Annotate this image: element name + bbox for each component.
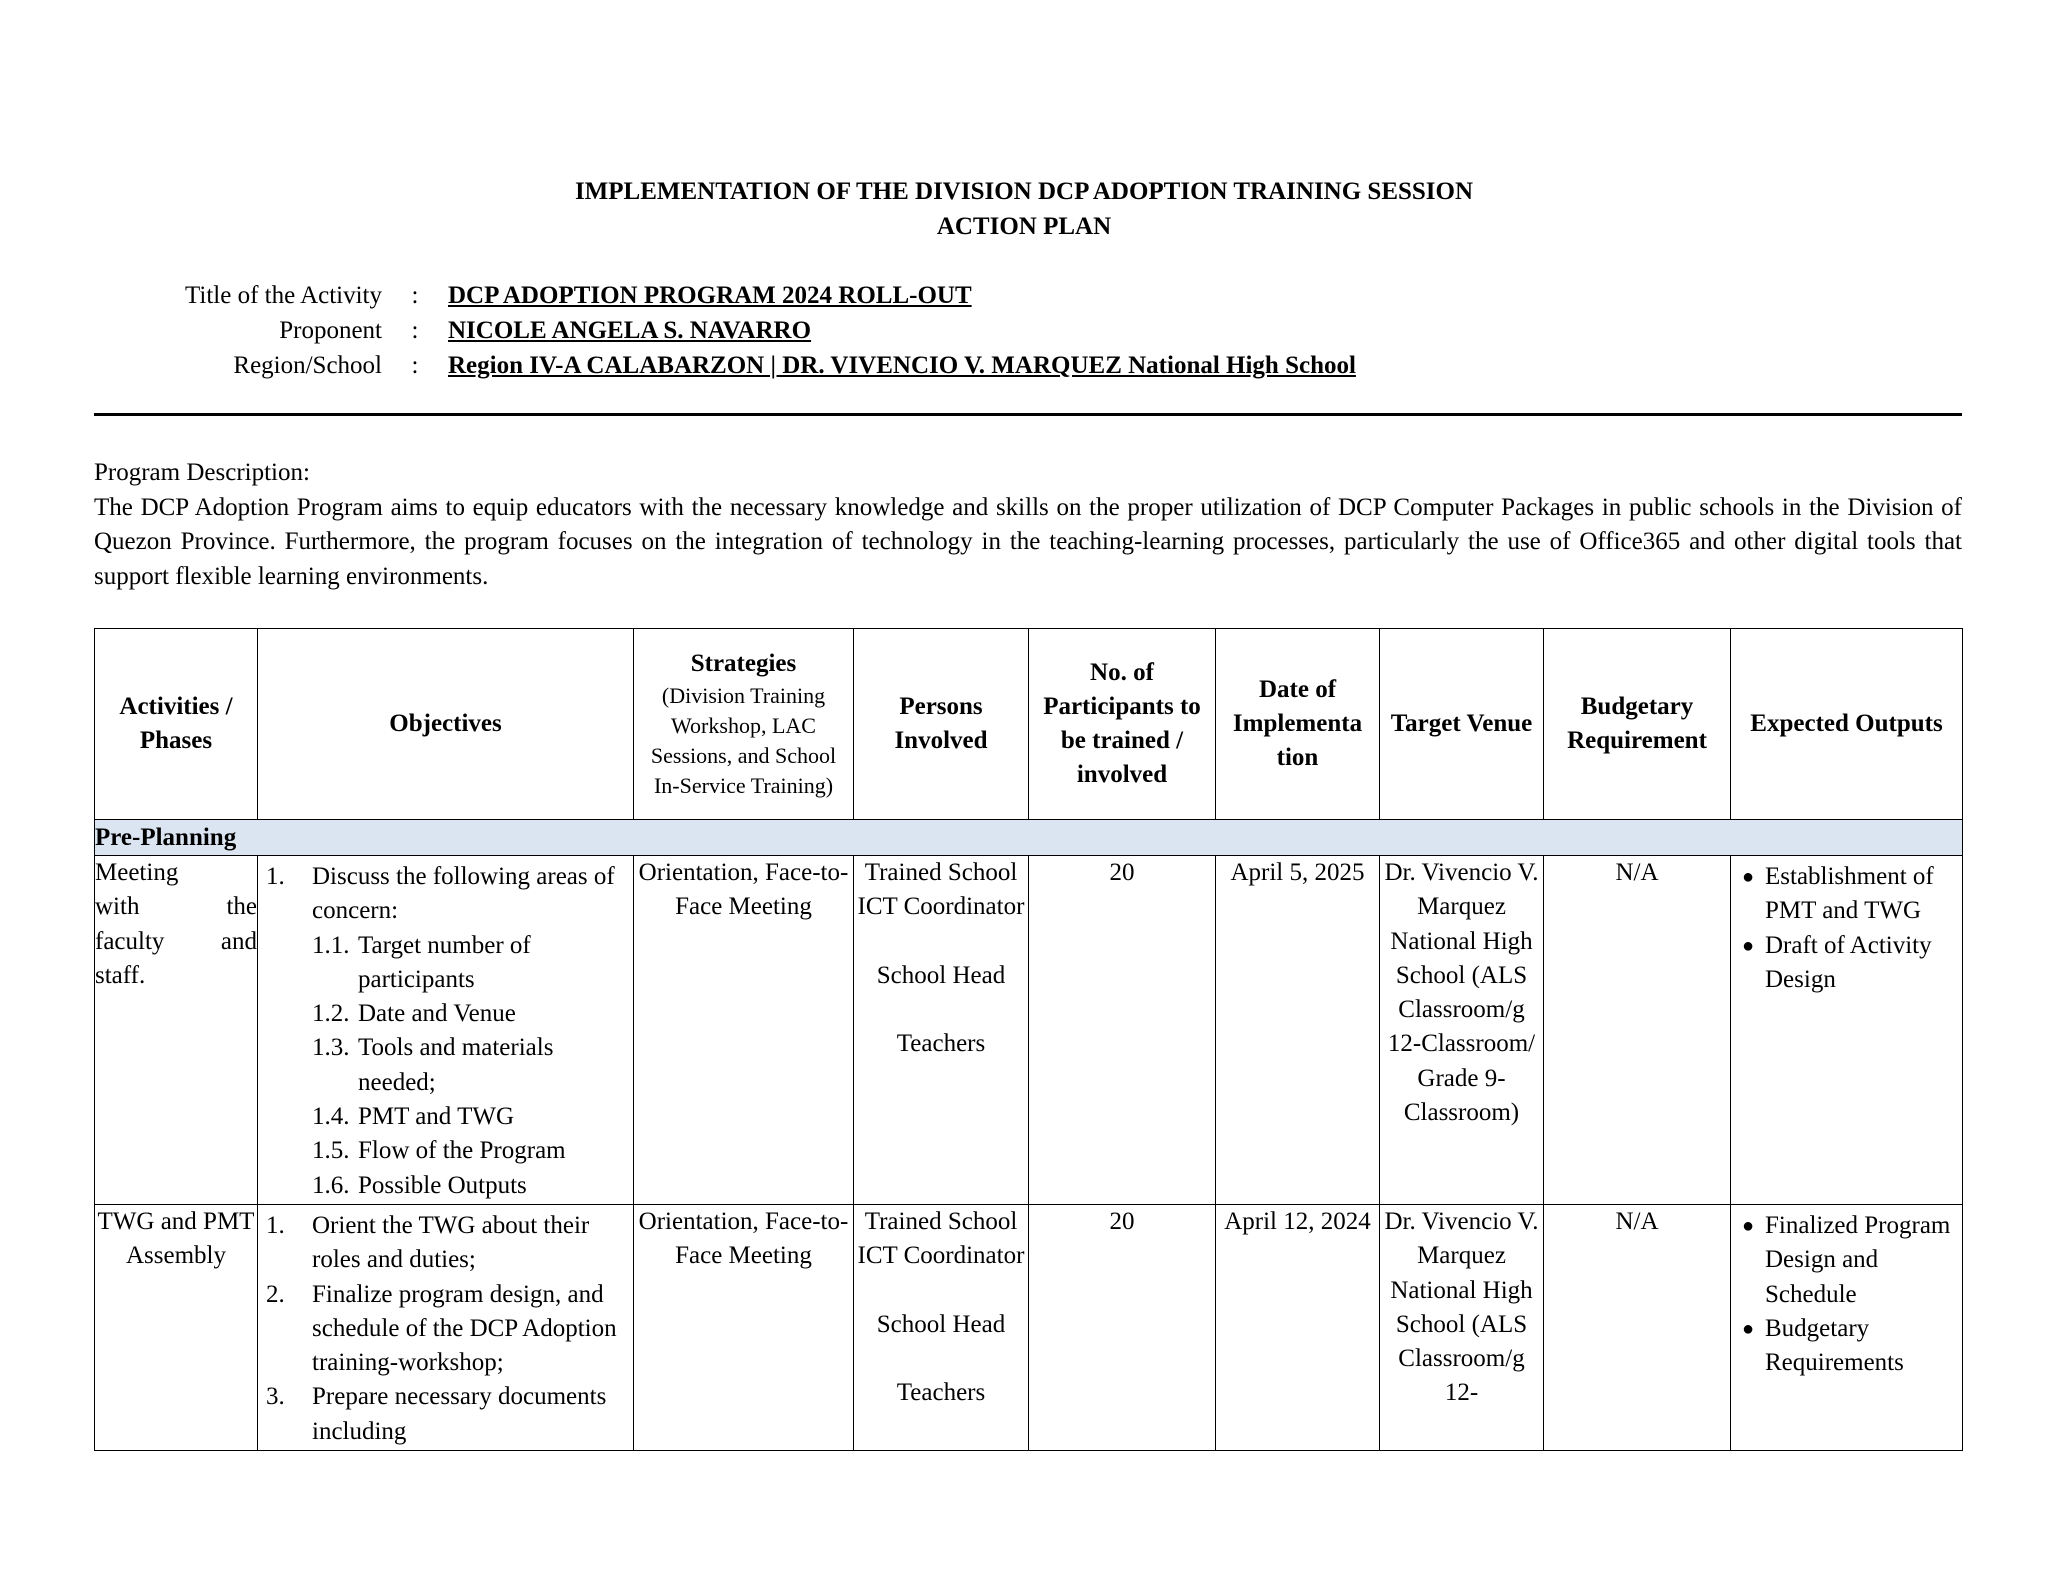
header-date: Date of Implementa tion bbox=[1216, 629, 1380, 820]
item-text: Flow of the Program bbox=[358, 1137, 566, 1165]
header-persons: Persons Involved bbox=[854, 629, 1029, 820]
header-venue: Target Venue bbox=[1380, 629, 1544, 820]
proponent-value: NICOLE ANGELA S. NAVARRO bbox=[448, 317, 812, 344]
item-number: 1.3. bbox=[312, 1034, 350, 1062]
list-item bbox=[258, 1031, 633, 1100]
bullet-icon: ● bbox=[1741, 866, 1755, 888]
item-text: Budgetary Requirements bbox=[1765, 1314, 1904, 1377]
header-outputs: Expected Outputs bbox=[1731, 629, 1963, 820]
table-header-row bbox=[95, 629, 1963, 820]
proponent-row bbox=[120, 313, 1356, 348]
item-number: 1.2. bbox=[312, 1000, 350, 1028]
item-text: Target number of participants bbox=[358, 931, 531, 993]
person-entry: Trained School ICT Coordinator bbox=[857, 1208, 1025, 1270]
colon: : bbox=[411, 352, 419, 379]
program-description-body: The DCP Adoption Program aims to equip educators with the necessary knowledge and skills on the proper utilization of DCP Computer Packages in public schools in the Division of Quezon Province. Furthermore, the program focuses on the integration of technology in the teaching-learning processes, particularly the use of Office365 and other digital tools that support flexible learning environments. bbox=[94, 493, 1962, 590]
item-number: 1. bbox=[266, 1212, 285, 1239]
person-entry: Trained School ICT Coordinator bbox=[857, 859, 1025, 921]
header-participants: No. of Participants to be trained / involved bbox=[1029, 629, 1216, 820]
list-item bbox=[258, 860, 633, 929]
header-objectives: Objectives bbox=[258, 629, 634, 820]
document-title bbox=[0, 174, 2048, 244]
table-row bbox=[95, 856, 1963, 1205]
list-item bbox=[1731, 1312, 1962, 1381]
proponent-label: Proponent bbox=[279, 317, 382, 344]
list-item bbox=[1731, 1209, 1962, 1312]
header-budget: Budgetary Requirement bbox=[1544, 629, 1731, 820]
item-number: 1.5. bbox=[312, 1137, 350, 1165]
phase-label: Pre-Planning bbox=[95, 820, 1963, 856]
budget-cell: N/A bbox=[1544, 1205, 1731, 1451]
title-line-2: ACTION PLAN bbox=[936, 213, 1112, 240]
list-item bbox=[1731, 860, 1962, 929]
person-entry: Teachers bbox=[896, 1029, 986, 1057]
item-number: 1.4. bbox=[312, 1103, 350, 1131]
header-strategies bbox=[634, 629, 854, 820]
bullet-icon: ● bbox=[1741, 1317, 1755, 1340]
item-number: 1. bbox=[266, 863, 285, 890]
strategy-cell: Orientation, Face-to-Face Meeting bbox=[634, 1205, 854, 1451]
activity-line: faculty and bbox=[95, 927, 257, 955]
person-entry: Teachers bbox=[896, 1378, 986, 1406]
region-school-value: Region IV-A CALABARZON | DR. VIVENCIO V. MARQUEZ National High School bbox=[448, 352, 1356, 379]
item-text: Finalized Program Design and Schedule bbox=[1765, 1212, 1951, 1308]
activity-title-value: DCP ADOPTION PROGRAM 2024 ROLL-OUT bbox=[448, 282, 972, 309]
colon: : bbox=[411, 317, 419, 344]
item-number: 2. bbox=[266, 1280, 285, 1308]
bullet-icon: ● bbox=[1741, 934, 1755, 957]
persons-cell bbox=[854, 1205, 1029, 1451]
date-cell: April 12, 2024 bbox=[1216, 1205, 1380, 1451]
item-text: Establishment of PMT and TWG bbox=[1765, 863, 1934, 925]
outputs-cell bbox=[1731, 856, 1963, 1205]
list-item bbox=[258, 1100, 633, 1134]
item-text: Discuss the following areas of concern: bbox=[312, 863, 615, 925]
person-entry: School Head bbox=[876, 961, 1006, 989]
activity-cell bbox=[95, 856, 258, 1205]
item-text: Orient the TWG about their roles and duties; bbox=[312, 1212, 590, 1274]
region-school-label: Region/School bbox=[233, 352, 382, 379]
phase-row bbox=[95, 820, 1963, 856]
activity-cell: TWG and PMT Assembly bbox=[95, 1205, 258, 1451]
table-row bbox=[95, 1205, 1963, 1451]
bullet-icon: ● bbox=[1741, 1215, 1755, 1237]
strategy-cell: Orientation, Face-to-Face Meeting bbox=[634, 856, 854, 1205]
venue-cell: Dr. Vivencio V. Marquez National High School (ALS Classroom/g 12- bbox=[1380, 1205, 1544, 1451]
colon: : bbox=[411, 282, 419, 309]
list-item bbox=[1731, 929, 1962, 998]
item-text: Finalize program design, and schedule of the DCP Adoption training-workshop; bbox=[312, 1280, 617, 1377]
item-number: 3. bbox=[266, 1383, 285, 1411]
list-item bbox=[258, 1278, 633, 1381]
list-item bbox=[258, 929, 633, 998]
venue-cell: Dr. Vivencio V. Marquez National High School (ALS Classroom/g 12-Classroom/ Grade 9-Classroom) bbox=[1380, 856, 1544, 1205]
activity-info bbox=[120, 278, 1356, 383]
activity-title-label: Title of the Activity bbox=[185, 282, 382, 309]
activity-line: with the bbox=[95, 893, 257, 921]
item-text: Prepare necessary documents including bbox=[312, 1383, 607, 1445]
program-description bbox=[94, 456, 1962, 594]
item-text: Date and Venue bbox=[358, 1000, 516, 1028]
objectives-cell bbox=[258, 1205, 634, 1451]
item-text: Tools and materials needed; bbox=[358, 1034, 554, 1096]
outputs-cell bbox=[1731, 1205, 1963, 1451]
title-line-1: IMPLEMENTATION OF THE DIVISION DCP ADOPTION TRAINING SESSION bbox=[574, 178, 1474, 205]
person-entry: School Head bbox=[876, 1310, 1006, 1338]
program-description-heading: Program Description: bbox=[94, 459, 310, 486]
activity-line: Meeting bbox=[95, 859, 179, 886]
header-activities: Activities / Phases bbox=[95, 629, 258, 820]
list-item bbox=[258, 1380, 633, 1449]
activity-line: staff. bbox=[95, 961, 146, 989]
list-item bbox=[258, 997, 633, 1031]
item-number: 1.6. bbox=[312, 1171, 350, 1199]
list-item bbox=[258, 1209, 633, 1278]
participants-cell: 20 bbox=[1029, 856, 1216, 1205]
list-item bbox=[258, 1169, 633, 1203]
date-cell: April 5, 2025 bbox=[1216, 856, 1380, 1205]
horizontal-divider bbox=[94, 413, 1962, 416]
item-text: PMT and TWG bbox=[358, 1103, 515, 1131]
header-strategies-subtitle: (Division Training Workshop, LAC Sessions, and School In-Service Training) bbox=[650, 683, 837, 798]
list-item bbox=[258, 1134, 633, 1168]
action-plan-table bbox=[94, 628, 1963, 1451]
persons-cell bbox=[854, 856, 1029, 1205]
activity-title-row bbox=[120, 278, 1356, 313]
participants-cell: 20 bbox=[1029, 1205, 1216, 1451]
objectives-cell bbox=[258, 856, 634, 1205]
item-number: 1.1. bbox=[312, 931, 350, 959]
item-text: Draft of Activity Design bbox=[1765, 931, 1932, 993]
item-text: Possible Outputs bbox=[358, 1171, 527, 1199]
header-strategies-title: Strategies bbox=[690, 650, 797, 677]
budget-cell: N/A bbox=[1544, 856, 1731, 1205]
region-school-row bbox=[120, 348, 1356, 383]
